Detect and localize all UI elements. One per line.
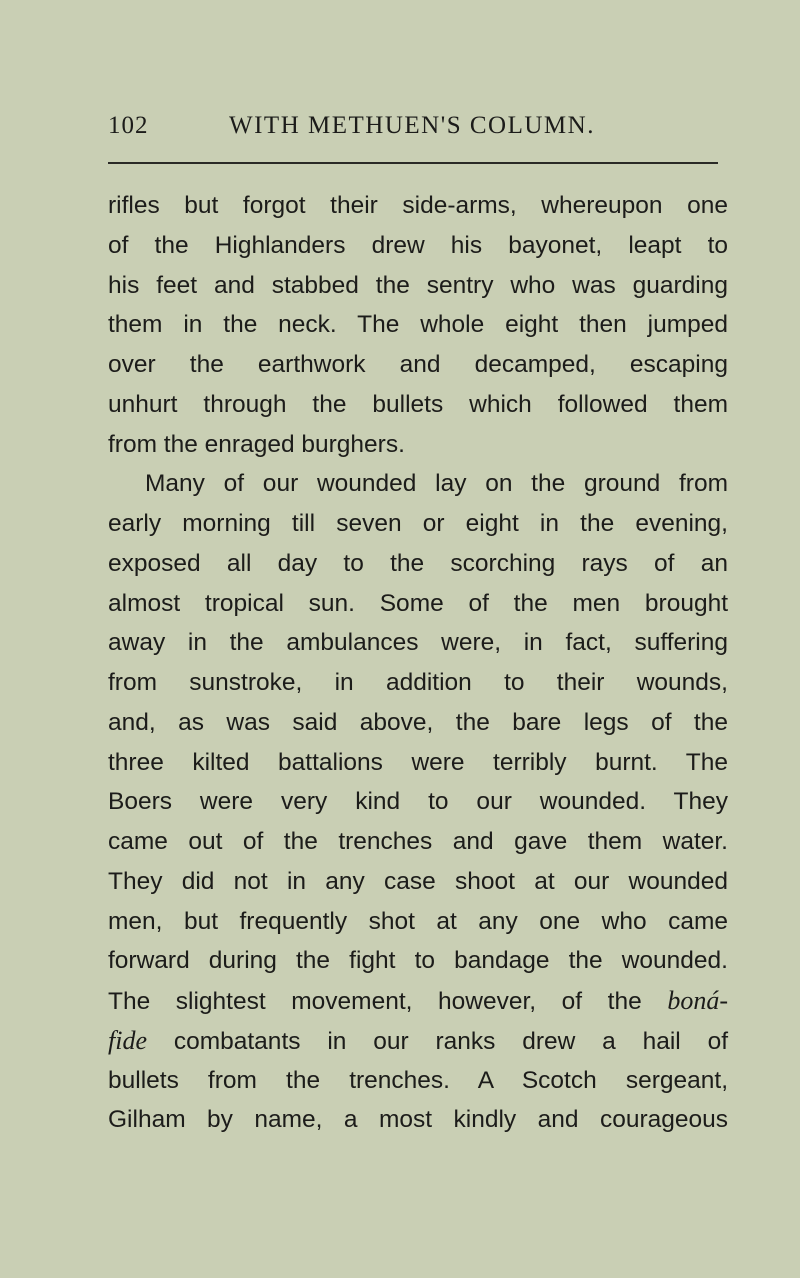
text-line: of the Highlanders drew his bayonet, leapt to (108, 231, 728, 259)
text-line: and, as was said above, the bare legs of the (108, 708, 728, 736)
text-line: his feet and stabbed the sentry who was guarding (108, 271, 728, 299)
text-line: Gilham by name, a most kindly and courageous (108, 1106, 728, 1134)
page-number: 102 (108, 112, 149, 139)
italic-word: fide (108, 1025, 147, 1055)
text-line: Boers were very kind to our wounded. They (108, 788, 728, 816)
text-line: They did not in any case shoot at our wounded (108, 867, 728, 895)
text-segment: combatants in our ranks drew a hail of (173, 1027, 728, 1055)
text-line: bullets from the trenches. A Scotch sergeant, (108, 1066, 728, 1094)
page-header (108, 112, 718, 152)
text-segment: The slightest movement, however, of the (108, 988, 642, 1015)
header-rule (108, 162, 718, 164)
text-line-with-italic (108, 981, 728, 1021)
text-line: Many of our wounded lay on the ground from (145, 470, 728, 498)
text-line: them in the neck. The whole eight then jumped (108, 311, 728, 339)
running-title: WITH METHUEN'S COLUMN. (229, 112, 595, 139)
text-line: away in the ambulances were, in fact, suffering (108, 629, 728, 657)
text-line: unhurt through the bullets which followed them (108, 390, 728, 418)
text-line: three kilted battalions were terribly burnt. The (108, 748, 728, 776)
text-line: men, but frequently shot at any one who came (108, 907, 728, 935)
text-line: from sunstroke, in addition to their wounds, (108, 669, 728, 696)
text-line: almost tropical sun. Some of the men brought (108, 589, 728, 617)
text-line: over the earthwork and decamped, escaping (108, 351, 728, 378)
text-line: rifles but forgot their side-arms, whereupon one (108, 192, 728, 219)
body-text (108, 186, 728, 1140)
text-line: early morning till seven or eight in the evening, (108, 510, 728, 537)
italic-word: boná- (667, 986, 728, 1015)
text-line: from the enraged burghers. (108, 430, 405, 458)
text-line: came out of the trenches and gave them water. (108, 828, 728, 855)
text-line: forward during the fight to bandage the wounded. (108, 947, 728, 975)
text-line-with-italic (108, 1021, 728, 1061)
text-line: exposed all day to the scorching rays of an (108, 549, 728, 577)
